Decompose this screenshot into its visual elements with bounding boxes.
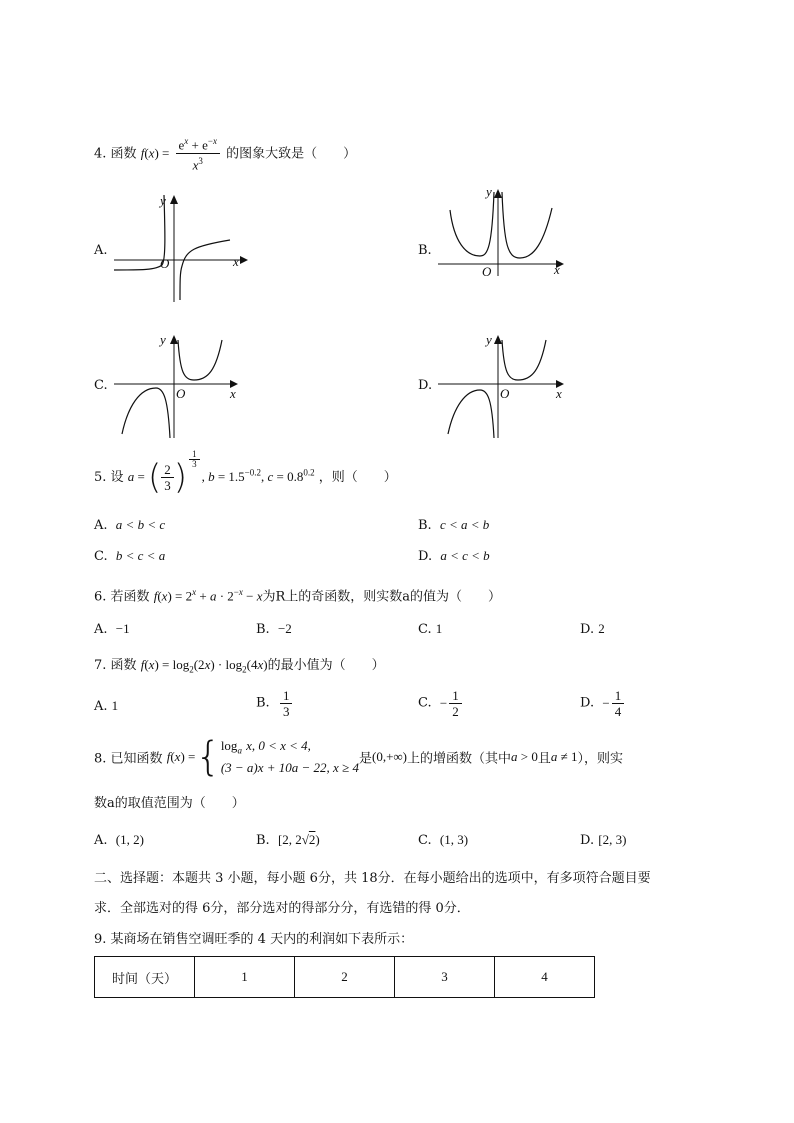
q9-stem: 9. 某商场在销售空调旺季的 4 天内的利润如下表所示：	[94, 932, 414, 947]
q4-option-d-label: D.	[418, 378, 433, 393]
q5-option-d-text: a < c < b	[440, 548, 490, 563]
q5-option-c-label: C.	[94, 549, 108, 564]
q7-option-b-fraction: $\frac{1}{3}$	[280, 688, 293, 719]
q9-table-cell-day3: 3	[395, 957, 495, 998]
q7-option-c-label: C.	[418, 695, 432, 711]
q8-option-d-label: D.	[580, 833, 595, 848]
q9-table-cell-day1: 1	[195, 957, 295, 998]
q4-graph-c	[112, 330, 262, 440]
q7-option-d-label: D.	[580, 695, 595, 711]
q4-d-y-label: y	[486, 332, 492, 347]
q6-option-c-label: C.	[418, 622, 432, 637]
q4-function: f	[140, 145, 145, 161]
q8-piece2: (3 − a)x + 10a − 22, x ≥ 4	[220, 760, 359, 776]
q6-option-b	[256, 620, 292, 639]
q7-stem: 7. 函数 $f(x) = \log_2(2x) \cdot \log_2(4x)$的最小值为（ ）	[94, 657, 385, 675]
q8-option-a-text: (1, 2)	[115, 832, 144, 847]
section2-line2: 求．全部选对的得 6分，部分选对的得部分分，有选错的得 0分．	[94, 901, 470, 916]
q8-option-a-label: A.	[94, 833, 108, 848]
q6-option-d-label: D.	[580, 622, 595, 637]
q8-option-d-text: [2, 3)	[598, 832, 627, 847]
q5-stem: 5. 设 a = ( $\frac{2}{3}$ ) $^{\frac{1}{3}}$ , $b = 1.5^{-0.2}$, $c = 0.8^{0.2}$ ，则（ ）	[94, 448, 397, 498]
q8-piece1-tail: x, 0 < x < 4,	[246, 737, 311, 753]
q8-stem-suffix: ），则实	[577, 751, 624, 767]
table-row	[95, 957, 595, 998]
q4-b-x-label: x	[554, 262, 560, 277]
q8-stem-line2: 数a的取值范围为（ ）	[94, 796, 245, 811]
q6-option-a-label: A.	[94, 622, 108, 637]
q7-option-b	[256, 688, 294, 719]
q7-stem-suffix: 的最小值为（ ）	[267, 658, 385, 673]
q9-table-cell-day2: 2	[295, 957, 395, 998]
q5-stem-prefix: 5. 设	[94, 470, 124, 485]
q4-c-x-label: x	[230, 386, 236, 401]
q8-stem: 8. 已知函数 f(x) ={ $\log_a x$, 0 < x < 4, (3 − a)x + 10a − 22, x ≥ 4 是(0,+∞)上的增函数（其中a > 0且a ≠ 1），则实	[94, 734, 624, 780]
q7-option-a-text: 1	[111, 698, 119, 713]
q4-option-a-label: A.	[94, 243, 108, 258]
q8-option-b-label: B.	[256, 833, 270, 848]
q6-option-a-text: −1	[115, 621, 130, 636]
q6-option-a	[94, 620, 130, 639]
q6-stem-prefix: 6. 若函数	[94, 589, 150, 605]
q5-option-a	[94, 516, 165, 535]
q9-table-header: 时间（天）	[95, 957, 195, 998]
q7-option-c-fraction: $\frac{1}{2}$	[449, 688, 462, 719]
q6-option-d-text: 2	[598, 621, 605, 636]
q7-option-d-fraction: $\frac{1}{4}$	[612, 688, 625, 719]
q5-option-b-text: c < a < b	[439, 517, 490, 532]
q9-profit-table	[94, 956, 595, 998]
q7-option-c: C. − $\frac{1}{2}$	[418, 688, 464, 719]
q4-b-y-label: y	[486, 184, 492, 199]
q8-option-c-text: (1, 3)	[439, 832, 469, 847]
q5-option-d	[418, 547, 490, 566]
q4-a-origin-label: O	[160, 256, 170, 271]
q4-graph-d	[436, 330, 586, 440]
q4-stem: 4. 函数 f(x) = $\frac{e^x + e^{-x}}{x^3}$ 的图象大致是（ ）	[94, 136, 357, 173]
q8-option-c-label: C.	[418, 833, 432, 848]
q7-option-a-label: A.	[94, 699, 108, 714]
q8-option-b-text: [2, 2√2)	[277, 832, 320, 847]
q7-option-a	[94, 697, 118, 716]
q6-stem: 6. 若函数 $f(x) = 2^x + a \cdot 2^{-x} - x$为R上的奇函数，则实数a的值为（ ）	[94, 587, 502, 605]
q8-option-c	[418, 831, 468, 850]
q4-c-origin-label: O	[176, 386, 186, 401]
q4-option-c-label: C.	[94, 378, 108, 393]
q6-option-c	[418, 620, 442, 639]
q4-stem-prefix: 4. 函数	[94, 146, 137, 162]
q4-a-y-label: y	[160, 193, 166, 208]
q4-d-x-label: x	[556, 386, 562, 401]
q8-stem-mid3: 且	[537, 751, 551, 767]
q8-option-d	[580, 831, 626, 850]
q5-option-c	[94, 547, 165, 566]
q8-stem-prefix: 8. 已知函数	[94, 751, 163, 767]
q8-option-b	[256, 831, 320, 850]
q8-option-a	[94, 831, 144, 850]
q7-option-b-label: B.	[256, 695, 270, 711]
q5-option-c-text: b < c < a	[115, 548, 166, 563]
q4-graph-a	[112, 190, 262, 305]
q4-stem-suffix: 的图象大致是（ ）	[226, 146, 357, 162]
q8-stem-mid2: 上的增函数（其中	[407, 751, 512, 767]
q5-stem-suffix: ，则（ ）	[318, 470, 397, 485]
q6-option-b-label: B.	[256, 622, 270, 637]
q6-option-b-text: −2	[277, 621, 292, 636]
q4-graph-b	[436, 182, 576, 277]
section2-line1: 二、选择题：本题共 3 小题，每小题 6分，共 18分．在每小题给出的选项中，有多项符合题目要	[94, 871, 651, 886]
q8-piecewise: $\log_a x$, 0 < x < 4, (3 − a)x + 10a − 22, x ≥ 4	[220, 737, 359, 776]
q9-table-cell-day4: 4	[495, 957, 595, 998]
q6-stem-suffix: 为R上的奇函数，则实数a的值为（ ）	[262, 589, 502, 605]
q5-option-a-label: A.	[94, 518, 108, 533]
q4-option-b-label: B.	[418, 243, 432, 258]
q5-option-a-text: a < b < c	[115, 517, 166, 532]
q6-option-d	[580, 620, 605, 639]
q8-stem-mid1: 是	[358, 751, 372, 767]
q8-interval: (0,+∞)	[371, 749, 407, 764]
q4-a-x-label: x	[233, 254, 239, 269]
q6-option-c-text: 1	[435, 621, 443, 636]
q5-option-d-label: D.	[418, 549, 433, 564]
q4-fraction: $\frac{e^x + e^{-x}}{x^3}$	[176, 134, 220, 174]
q4-c-y-label: y	[160, 332, 166, 347]
q7-stem-prefix: 7. 函数	[94, 658, 137, 673]
q5-option-b	[418, 516, 489, 535]
q5-option-b-label: B.	[418, 518, 432, 533]
q4-b-origin-label: O	[482, 264, 492, 279]
q8-piece1-log: log	[220, 737, 238, 753]
q7-option-d: D. − $\frac{1}{4}$	[580, 688, 626, 719]
q4-d-origin-label: O	[500, 386, 510, 401]
